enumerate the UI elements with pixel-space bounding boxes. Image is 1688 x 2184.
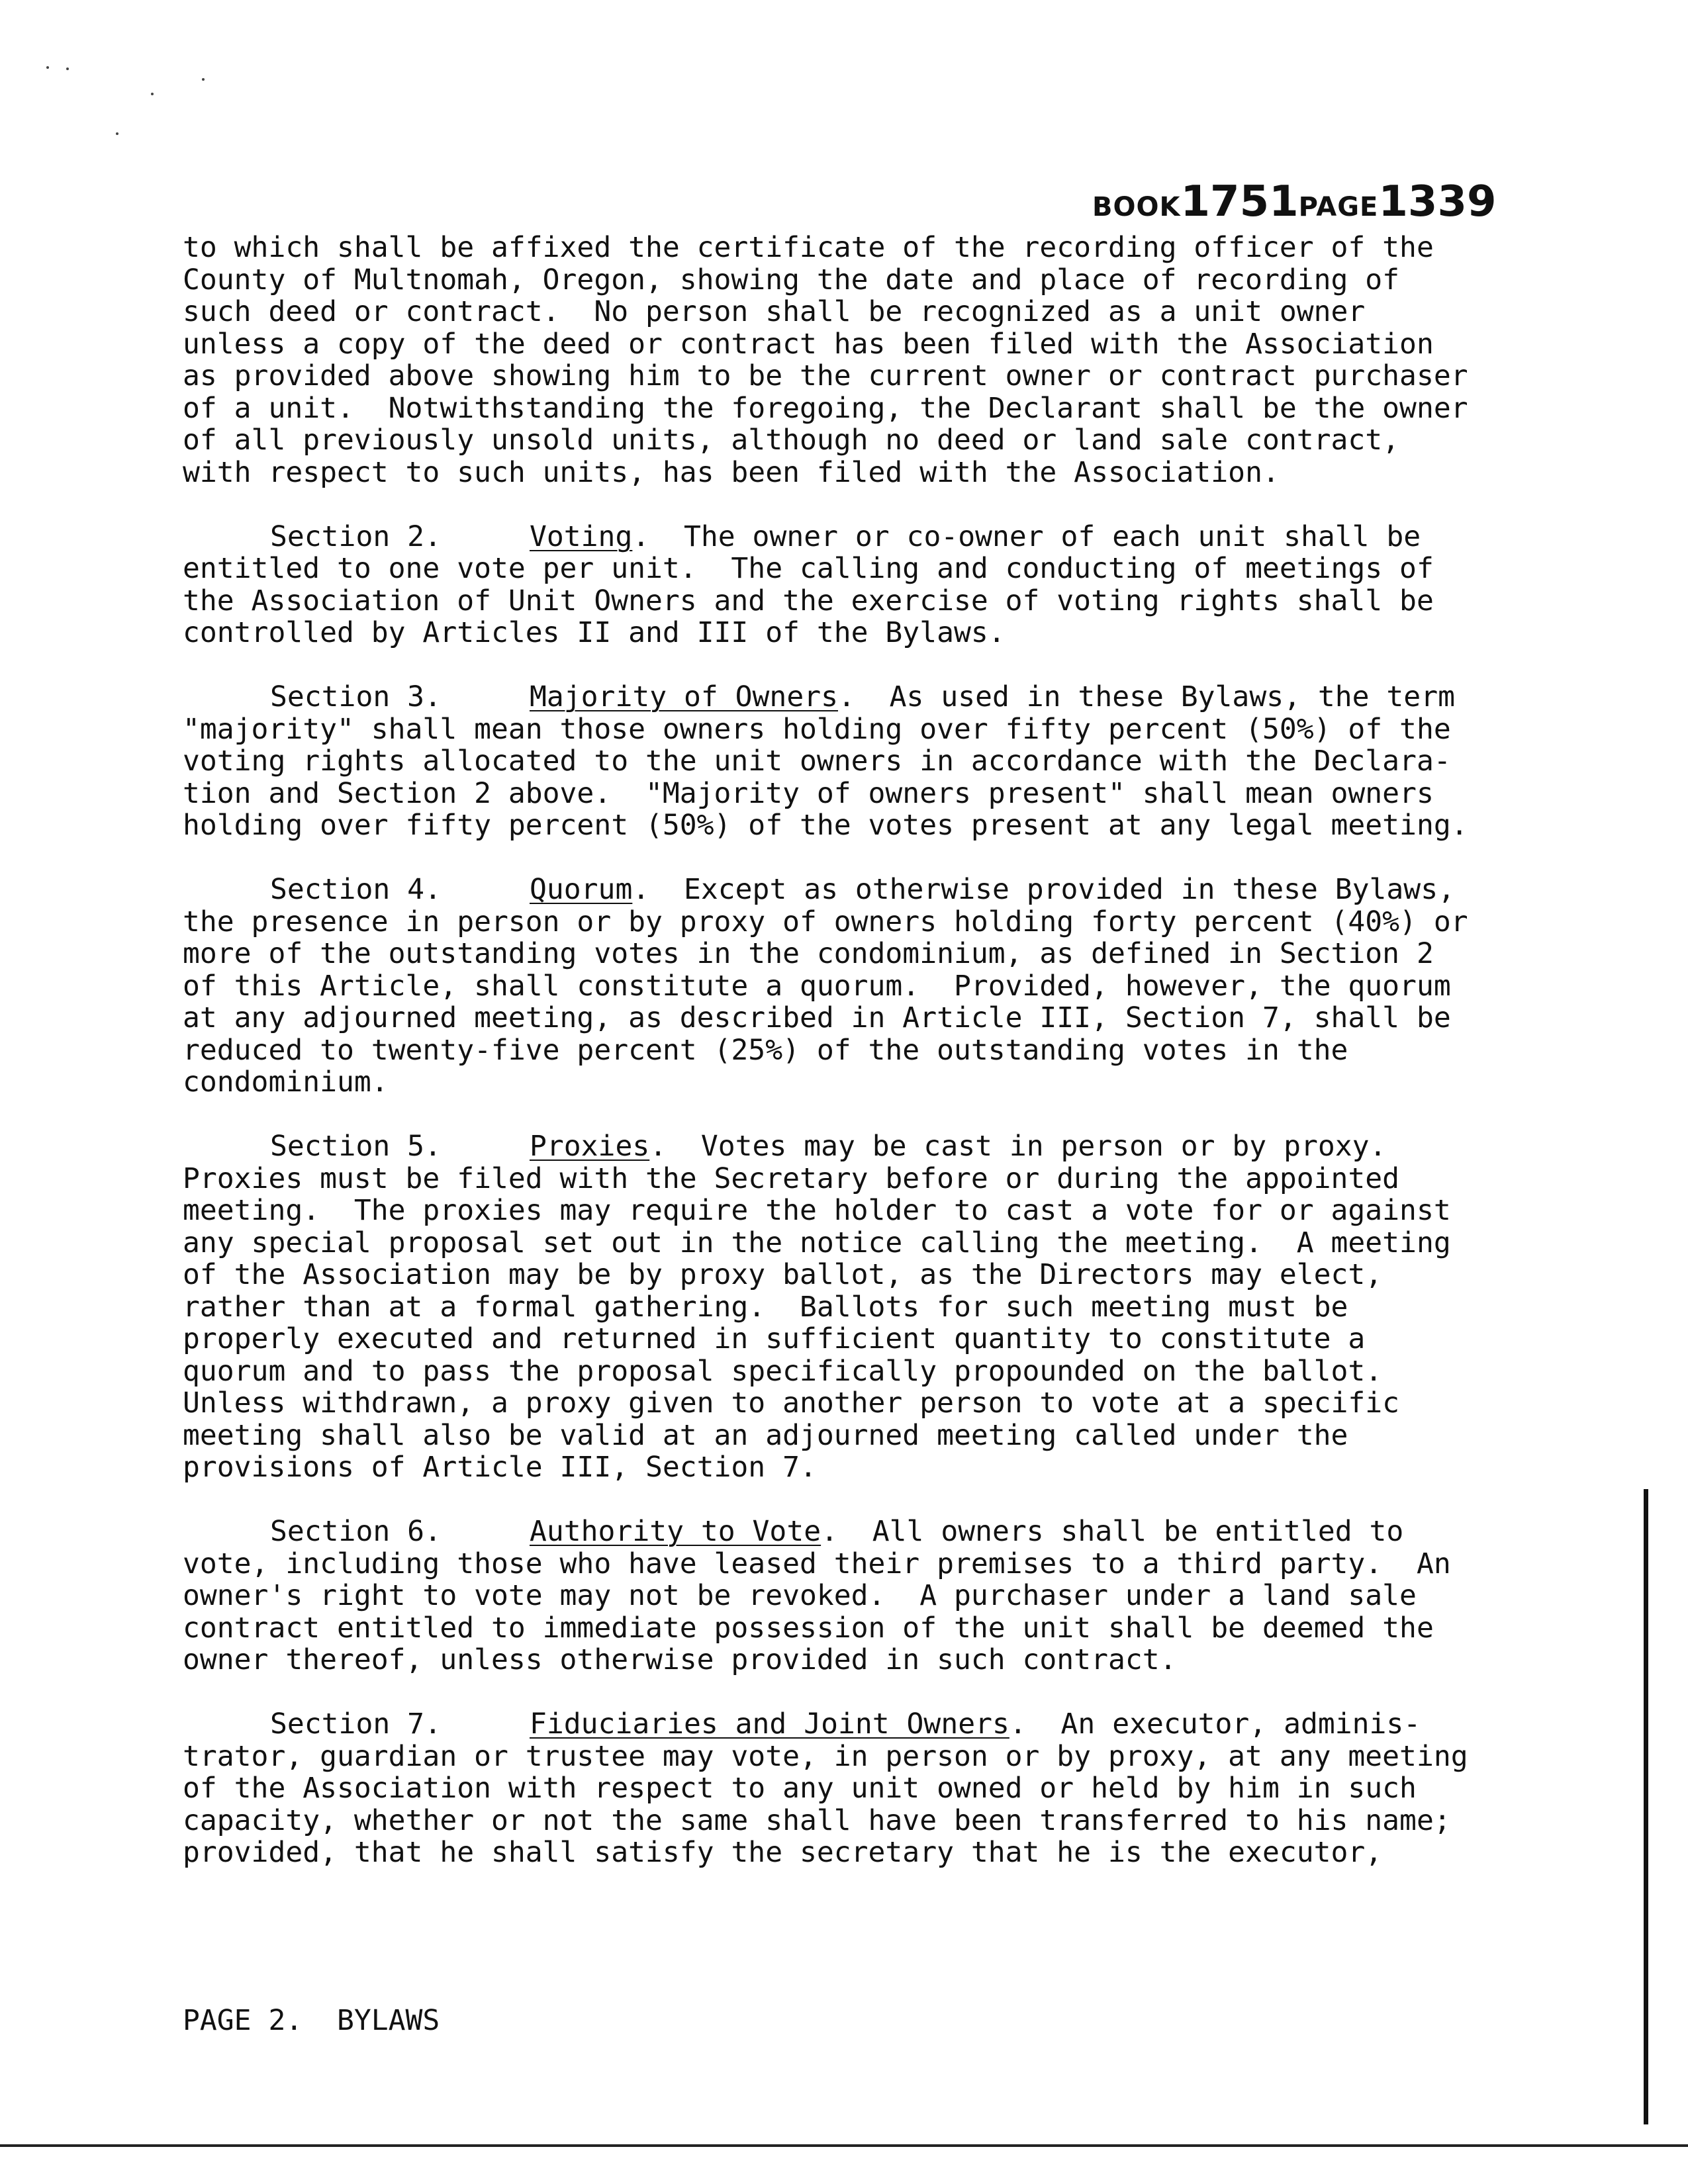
- document-body: [183, 232, 1480, 1869]
- section-5-proxies: [183, 1130, 1480, 1484]
- text-line: with respect to such units, has been filed with the Association.: [183, 455, 1280, 489]
- continuation-paragraph: [183, 232, 1480, 488]
- text-line: of this Article, shall constitute a quorum. Provided, however, the quorum: [183, 969, 1451, 1003]
- text-line: . Votes may be cast in person or by proxy.: [649, 1130, 1387, 1163]
- section-4-quorum: [183, 874, 1480, 1099]
- page-footer: PAGE 2. BYLAWS: [183, 2004, 440, 2037]
- text-line: at any adjourned meeting, as described in Article III, Section 7, shall be: [183, 1001, 1451, 1034]
- text-line: as provided above showing him to be the current owner or contract purchaser: [183, 359, 1468, 392]
- text-line: meeting shall also be valid at an adjourned meeting called under the: [183, 1418, 1348, 1452]
- text-line: any special proposal set out in the notice calling the meeting. A meeting: [183, 1226, 1451, 1259]
- scan-speck: [116, 132, 118, 135]
- text-line: rather than at a formal gathering. Ballots for such meeting must be: [183, 1290, 1348, 1324]
- text-line: provided, that he shall satisfy the secretary that he is the executor,: [183, 1836, 1383, 1869]
- text-line: the Association of Unit Owners and the exercise of voting rights shall be: [183, 584, 1434, 617]
- text-line: such deed or contract. No person shall be recognized as a unit owner: [183, 295, 1366, 328]
- text-line: Proxies must be filed with the Secretary before or during the appointed: [183, 1161, 1400, 1195]
- text-line: of a unit. Notwithstanding the foregoing, the Declarant shall be the owner: [183, 391, 1468, 425]
- page-number: 1339: [1378, 177, 1497, 226]
- book-label: BOOK: [1092, 192, 1181, 222]
- section-2-voting: [183, 521, 1480, 649]
- text-line: Unless withdrawn, a proxy given to another person to vote at a specific: [183, 1387, 1400, 1420]
- text-line: entitled to one vote per unit. The calling and conducting of meetings of: [183, 552, 1434, 585]
- text-line: tion and Section 2 above. "Majority of owners present" shall mean owners: [183, 776, 1434, 810]
- text-line: . The owner or co-owner of each unit shall be: [632, 520, 1421, 553]
- text-line: unless a copy of the deed or contract has been filed with the Association: [183, 327, 1434, 361]
- text-line: contract entitled to immediate possession of the unit shall be deemed the: [183, 1611, 1434, 1645]
- scan-speck: [151, 93, 154, 95]
- section-title: Majority of Owners: [530, 680, 838, 713]
- text-line: to which shall be affixed the certificate of the recording officer of the: [183, 231, 1434, 264]
- text-line: capacity, whether or not the same shall have been transferred to his name;: [183, 1803, 1451, 1837]
- book-number: 1751: [1180, 177, 1299, 226]
- page-label: PAGE: [1298, 192, 1379, 222]
- scan-speck: [46, 66, 49, 69]
- book-page-stamp: [1092, 177, 1497, 226]
- text-line: voting rights allocated to the unit owners in accordance with the Declara-: [183, 745, 1451, 778]
- section-title: Authority to Vote: [530, 1515, 821, 1548]
- text-line: owner thereof, unless otherwise provided in such contract.: [183, 1643, 1177, 1676]
- section-title: Fiduciaries and Joint Owners: [530, 1707, 1009, 1741]
- text-line: meeting. The proxies may require the holder to cast a vote for or against: [183, 1194, 1451, 1227]
- section-title: Quorum: [530, 873, 633, 906]
- section-title: Voting: [530, 520, 633, 553]
- text-line: trator, guardian or trustee may vote, in person or by proxy, at any meeting: [183, 1739, 1468, 1773]
- text-line: holding over fifty percent (50%) of the votes present at any legal meeting.: [183, 809, 1468, 842]
- text-line: of the Association may be by proxy ballot, as the Directors may elect,: [183, 1258, 1383, 1291]
- section-label: Section 4.: [270, 873, 442, 906]
- text-line: . An executor, adminis-: [1009, 1707, 1421, 1741]
- text-line: reduced to twenty-five percent (25%) of the outstanding votes in the: [183, 1033, 1348, 1067]
- section-label: Section 6.: [270, 1515, 442, 1548]
- text-line: provisions of Article III, Section 7.: [183, 1451, 817, 1484]
- text-line: . All owners shall be entitled to: [821, 1515, 1404, 1548]
- section-6-authority-to-vote: [183, 1516, 1480, 1676]
- text-line: more of the outstanding votes in the condominium, as defined in Section 2: [183, 937, 1434, 970]
- section-label: Section 5.: [270, 1130, 442, 1163]
- text-line: "majority" shall mean those owners holding over fifty percent (50%) of the: [183, 712, 1451, 746]
- text-line: owner's right to vote may not be revoked. A purchaser under a land sale: [183, 1579, 1417, 1612]
- text-line: County of Multnomah, Oregon, showing the date and place of recording of: [183, 263, 1400, 296]
- margin-bar: [1644, 1489, 1648, 2124]
- section-label: Section 7.: [270, 1707, 442, 1741]
- text-line: the presence in person or by proxy of owners holding forty percent (40%) or: [183, 905, 1468, 938]
- scan-speck: [202, 78, 205, 81]
- section-title: Proxies: [530, 1130, 650, 1163]
- text-line: properly executed and returned in sufficient quantity to constitute a: [183, 1322, 1366, 1355]
- bottom-rule: [0, 2144, 1688, 2147]
- text-line: vote, including those who have leased their premises to a third party. An: [183, 1547, 1451, 1580]
- section-label: Section 2.: [270, 520, 442, 553]
- text-line: of all previously unsold units, although no deed or land sale contract,: [183, 424, 1400, 457]
- text-line: quorum and to pass the proposal specifically propounded on the ballot.: [183, 1354, 1383, 1388]
- text-line: controlled by Articles II and III of the Bylaws.: [183, 616, 1006, 649]
- text-line: condominium.: [183, 1066, 389, 1099]
- text-line: of the Association with respect to any unit owned or held by him in such: [183, 1772, 1417, 1805]
- scan-speck: [66, 68, 69, 70]
- section-label: Section 3.: [270, 680, 442, 713]
- text-line: . Except as otherwise provided in these Bylaws,: [632, 873, 1455, 906]
- section-7-fiduciaries-and-joint-owners: [183, 1708, 1480, 1869]
- text-line: . As used in these Bylaws, the term: [838, 680, 1455, 713]
- section-3-majority-of-owners: [183, 681, 1480, 842]
